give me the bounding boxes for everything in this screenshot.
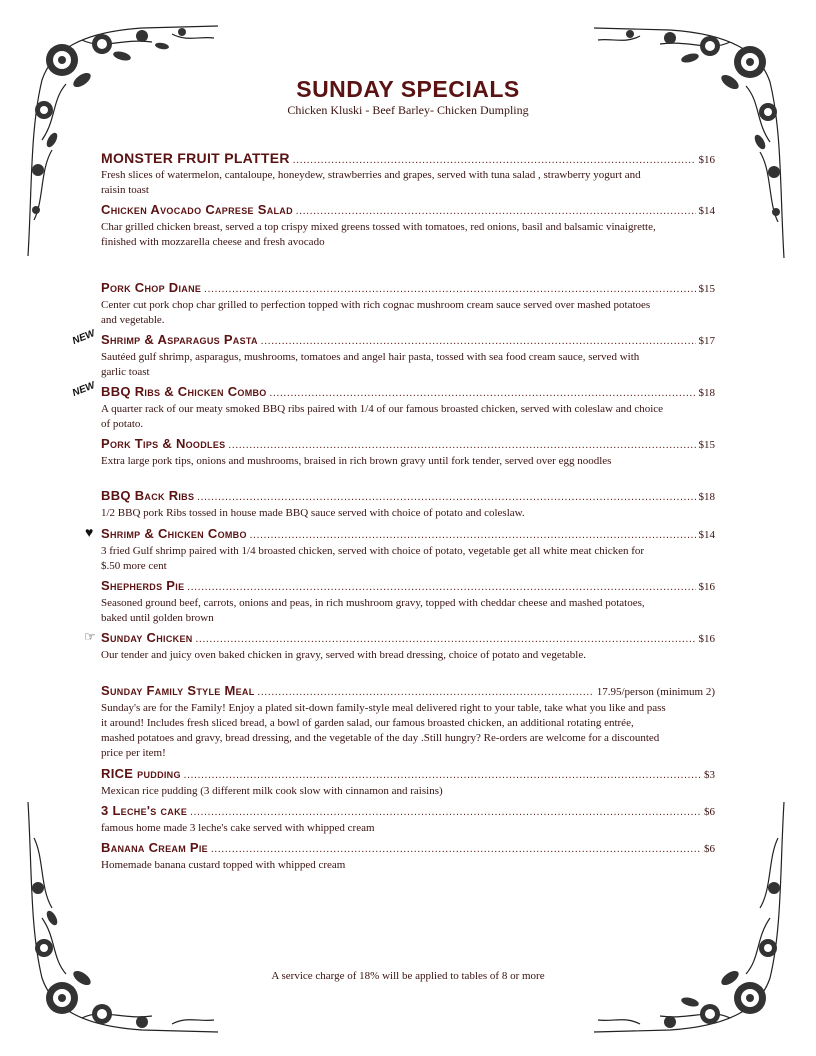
item-description: Center cut pork chop char grilled to perfection topped with rich cognac mushroom cream sauce served over mashed potatoes and vegetable. (101, 299, 651, 326)
item-name: RICE pudding (101, 766, 181, 781)
item-name: Shrimp & Asparagus Pasta (101, 332, 258, 347)
new-badge: NEW (70, 380, 97, 399)
item-price: $16 (698, 154, 715, 166)
item-price: $18 (698, 491, 715, 503)
item-name: Pork Chop Diane (101, 280, 202, 295)
item-name: Shepherds Pie (101, 578, 185, 593)
menu-header (0, 76, 816, 118)
item-description: Homemade banana custard topped with whipped cream (101, 859, 346, 871)
item-price: $16 (698, 581, 715, 593)
item-price: $14 (698, 205, 715, 217)
item-price: $16 (698, 633, 715, 645)
dot-leader (261, 336, 696, 347)
item-name: Pork Tips & Noodles (101, 436, 226, 451)
item-name: 3 Leche's cake (101, 803, 188, 818)
dot-leader (296, 206, 696, 217)
item-name: Sunday Family Style Meal (101, 683, 255, 698)
dot-leader (228, 440, 695, 451)
item-price: $15 (698, 439, 715, 451)
item-name: BBQ Back Ribs (101, 488, 195, 503)
menu-item (101, 436, 715, 469)
item-description: 1/2 BBQ pork Ribs tossed in house made BBQ sauce served with choice of potato and coleslaw. (101, 507, 525, 519)
menu-item (101, 803, 715, 836)
item-description: Seasoned ground beef, carrots, onions and peas, in rich mushroom gravy, topped with cheddar cheese and mashed potatoes, baked until golden brown (101, 597, 645, 624)
item-price: $15 (698, 283, 715, 295)
menu-item (101, 332, 715, 380)
dot-leader (293, 155, 696, 166)
item-description: Sunday's are for the Family! Enjoy a plated sit-down family-style meal delivered right to your table, take what you like and pass it around! Includes fresh sliced bread, a bowl of garden salad, our famous broasted chicken, an additional rotating entrée, mashed potatoes and gravy, bread dressing, and the vegetable of the day .Still hungry? Re-orders are welcome for a discounted price per item! (101, 702, 666, 759)
item-price: $17 (698, 335, 715, 347)
dot-leader (250, 530, 696, 541)
heart-icon: ♥ (85, 526, 94, 541)
item-price: $6 (704, 843, 715, 855)
item-description: famous home made 3 leche's cake served with whipped cream (101, 822, 375, 834)
soup-of-the-day: Chicken Kluski - Beef Barley- Chicken Dumpling (287, 103, 529, 117)
dot-leader (190, 807, 701, 818)
menu-item (101, 578, 715, 626)
menu-item (101, 526, 715, 574)
dot-leader (211, 844, 701, 855)
item-description: Sautéed gulf shrimp, asparagus, mushrooms, tomatoes and angel hair pasta, tossed with sea food cream sauce, served with garlic toast (101, 351, 640, 378)
menu-item (101, 683, 715, 761)
menu-item (101, 384, 715, 432)
item-name: Chicken Avocado Caprese Salad (101, 202, 293, 217)
menu-item (101, 630, 715, 663)
service-charge-note: A service charge of 18% will be applied to tables of 8 or more (271, 970, 545, 982)
dot-leader (258, 687, 594, 698)
item-price: $6 (704, 806, 715, 818)
dot-leader (204, 284, 695, 295)
menu-item (101, 150, 715, 198)
item-description: Char grilled chicken breast, served a top crispy mixed greens tossed with tomatoes, red onions, basil and balsamic vinaigrette, finished with mozzarella cheese and fresh avocado (101, 221, 656, 248)
item-description: Our tender and juicy oven baked chicken in gravy, served with bread dressing, choice of potato and vegetable. (101, 649, 586, 661)
page-title: SUNDAY SPECIALS (296, 76, 520, 102)
item-name: BBQ Ribs & Chicken Combo (101, 384, 267, 399)
dot-leader (197, 492, 695, 503)
item-price: $18 (698, 387, 715, 399)
pointing-hand-icon: ☞ (84, 629, 96, 644)
item-description: Fresh slices of watermelon, cantaloupe, honeydew, strawberries and grapes, served with tuna salad , strawberry yogurt and raisin toast (101, 169, 641, 196)
menu-item (101, 840, 715, 873)
menu-item (101, 280, 715, 328)
dot-leader (196, 634, 696, 645)
dot-leader (270, 388, 696, 399)
item-price: $3 (704, 769, 715, 781)
item-name: Banana Cream Pie (101, 840, 208, 855)
new-badge: NEW (70, 328, 97, 347)
item-name: Shrimp & Chicken Combo (101, 526, 247, 541)
item-name: MONSTER FRUIT PLATTER (101, 150, 290, 166)
dot-leader (187, 582, 695, 593)
menu-item (101, 488, 715, 521)
menu-item (101, 766, 715, 799)
item-description: Mexican rice pudding (3 different milk cook slow with cinnamon and raisins) (101, 785, 443, 797)
menu-item (101, 202, 715, 250)
item-description: Extra large pork tips, onions and mushrooms, braised in rich brown gravy until fork tender, served over egg noodles (101, 455, 612, 467)
item-name: Sunday Chicken (101, 630, 193, 645)
item-description: A quarter rack of our meaty smoked BBQ ribs paired with 1/4 of our famous broasted chicken, served with coleslaw and choice of potato. (101, 403, 664, 430)
item-price: 17.95/person (minimum 2) (596, 686, 715, 698)
dot-leader (184, 770, 701, 781)
item-description: 3 fried Gulf shrimp paired with 1/4 broasted chicken, served with choice of potato, vegetable get all white meat chicken for $.50 more cent (101, 545, 645, 572)
item-price: $14 (698, 529, 715, 541)
